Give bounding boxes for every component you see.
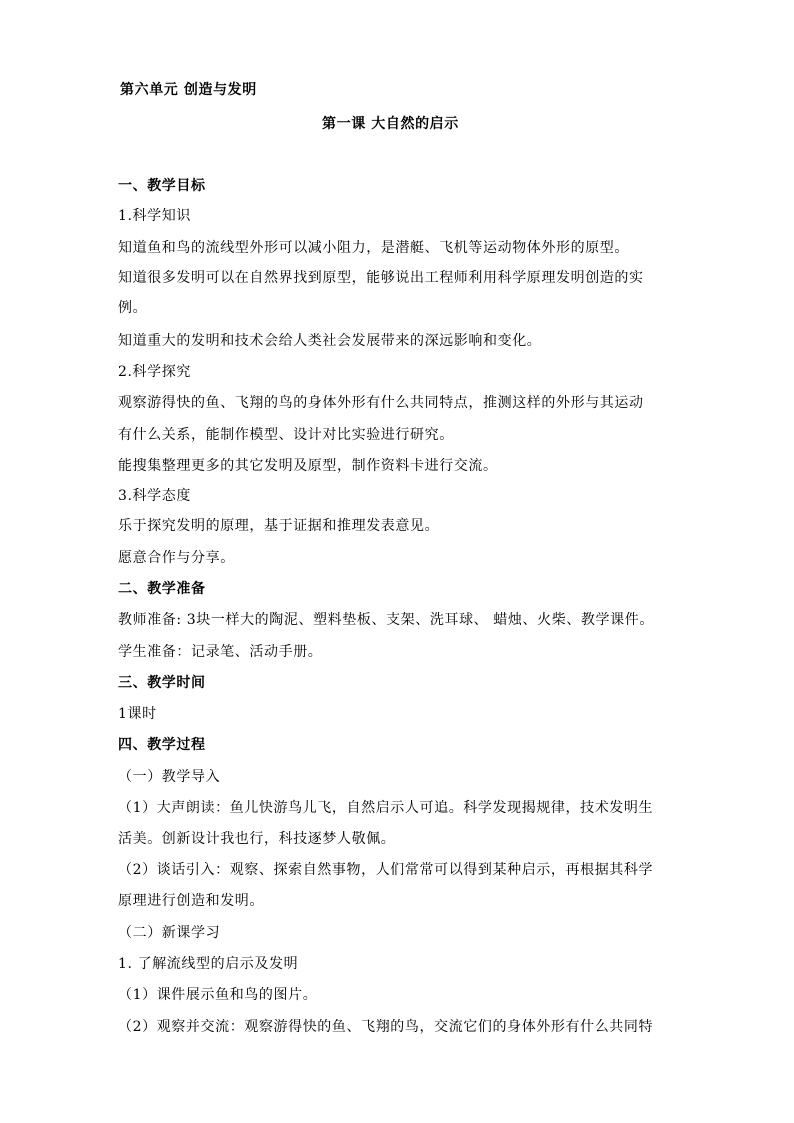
section-heading-process: 四、教学过程: [118, 737, 206, 753]
paragraph: 知道很多发明可以在自然界找到原型，能够说出工程师利用科学原理发明创造的实: [118, 270, 644, 286]
section-heading-preparation: 二、教学准备: [118, 581, 206, 597]
lesson-title: 第一课 大自然的启示: [322, 116, 459, 132]
paragraph: （1）课件展示鱼和鸟的图片。: [118, 987, 318, 1003]
subheading-introduction: （一）教学导入: [118, 769, 221, 785]
paragraph-continuation: 例。: [118, 300, 148, 316]
paragraph: （2）观察并交流：观察游得快的鱼、飞翔的鸟，交流它们的身体外形有什么共同特: [118, 1019, 654, 1035]
unit-title: 第六单元 创造与发明: [120, 82, 257, 98]
section-heading-time: 三、教学时间: [118, 675, 206, 691]
paragraph: 观察游得快的鱼、飞翔的鸟的身体外形有什么共同特点，推测这样的外形与其运动: [118, 395, 644, 411]
section-heading-objectives: 一、教学目标: [118, 178, 206, 194]
paragraph: 学生准备：记录笔、活动手册。: [118, 644, 323, 660]
paragraph: 教师准备: 3块一样大的陶泥、塑料垫板、支架、洗耳球、 蜡烛、火柴、教学课件。: [118, 612, 654, 628]
paragraph-continuation: 有什么关系，能制作模型、设计对比实验进行研究。: [118, 427, 454, 443]
paragraph: 知道重大的发明和技术会给人类社会发展带来的深远影响和变化。: [118, 333, 542, 349]
paragraph: 1. 了解流线型的启示及发明: [118, 956, 299, 972]
paragraph: （2）谈话引入：观察、探索自然事物，人们常常可以得到某种启示，再根据其科学: [118, 862, 654, 878]
paragraph-continuation: 原理进行创造和发明。: [118, 893, 264, 909]
paragraph: （1）大声朗读：鱼儿快游鸟儿飞，自然启示人可追。科学发现揭规律，技术发明生: [118, 800, 654, 816]
subheading-new-lesson: （二）新课学习: [118, 925, 221, 941]
paragraph: 乐于探究发明的原理，基于证据和推理发表意见。: [118, 518, 440, 534]
subheading-science-attitude: 3.科学态度: [118, 488, 191, 504]
paragraph: 1课时: [118, 706, 157, 722]
subheading-science-inquiry: 2.科学探究: [118, 364, 191, 380]
paragraph: 能搜集整理更多的其它发明及原型，制作资料卡进行交流。: [118, 458, 498, 474]
paragraph: 愿意合作与分享。: [118, 550, 235, 566]
paragraph: 知道鱼和鸟的流线型外形可以减小阻力，是潜艇、飞机等运动物体外形的原型。: [118, 240, 629, 256]
paragraph-continuation: 活美。创新设计我也行，科技逐梦人敬佩。: [118, 831, 396, 847]
subheading-science-knowledge: 1.科学知识: [118, 208, 191, 224]
